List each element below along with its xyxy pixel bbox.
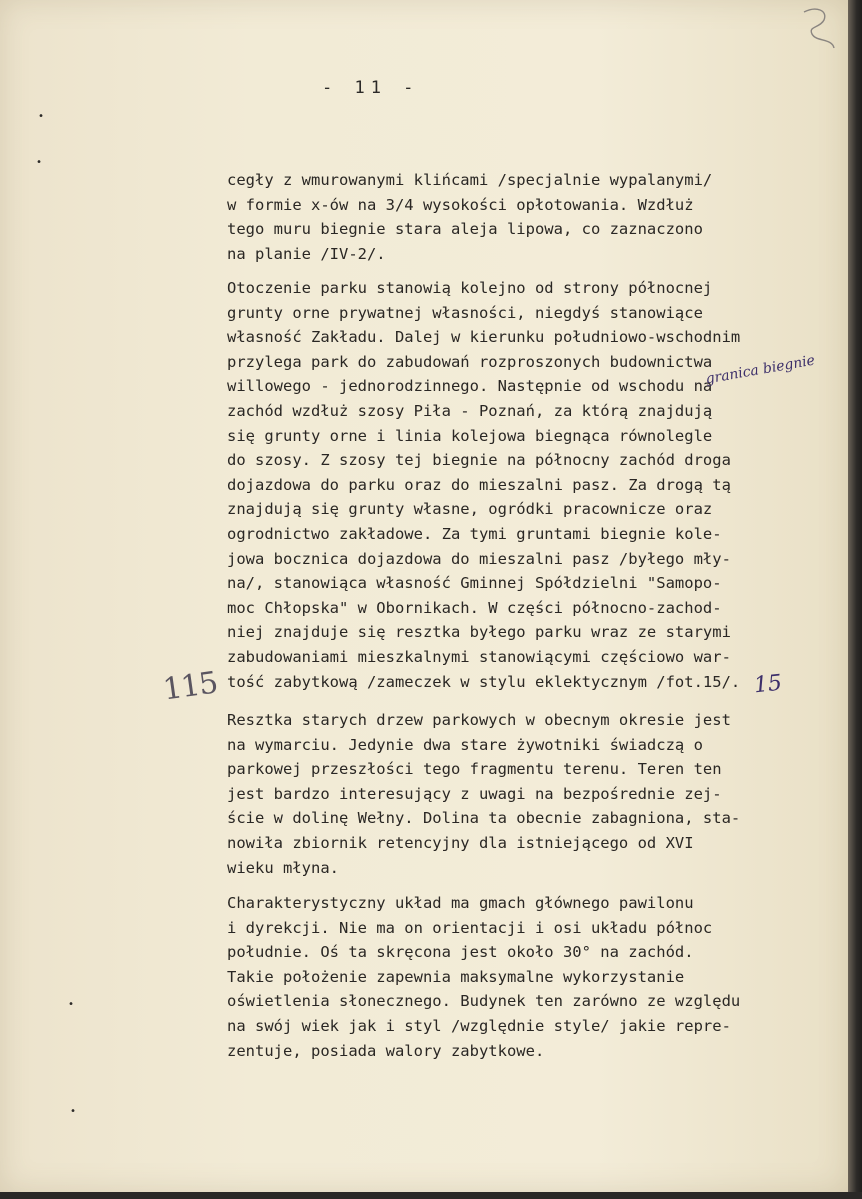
text-line: Otoczenie parku stanowią kolejno od strony północnej	[227, 279, 713, 297]
margin-tick-mark: •	[36, 157, 43, 168]
text-line: tego muru biegnie stara aleja lipowa, co zaznaczono	[227, 220, 703, 239]
text-line: jest bardzo interesujący z uwagi na bezpośrednie zej-	[227, 784, 722, 803]
text-line: nowiła zbiornik retencyjny dla istniejącego od XVI	[227, 833, 694, 852]
text-line: Resztka starych drzew parkowych w obecnym okresie jest	[227, 711, 731, 729]
text-line: się grunty orne i linia kolejowa biegnąca równolegle	[227, 426, 713, 445]
text-line: i dyrekcji. Nie ma on orientacji i osi układu północ	[227, 918, 713, 937]
text-line: własność Zakładu. Dalej w kierunku południowo-wschodnim	[227, 328, 741, 347]
handwritten-figure-number: 15	[752, 670, 784, 699]
text-line: moc Chłopska" w Obornikach. W części północno-zachod-	[227, 598, 722, 617]
handwritten-insert: granica biegnie	[704, 352, 817, 388]
margin-tick-mark: •	[68, 999, 75, 1010]
text-line: na wymarciu. Jedynie dwa stare żywotniki świadczą o	[227, 735, 703, 754]
text-line: zentuje, posiada walory zabytkowe.	[227, 1041, 545, 1060]
margin-tick-mark: •	[38, 111, 45, 122]
text-line: willowego - jednorodzinnego. Następnie od wschodu na	[227, 377, 713, 396]
text-line: niej znajduje się resztka byłego parku wraz ze starymi	[227, 623, 731, 642]
text-line: do szosy. Z szosy tej biegnie na północny zachód droga	[227, 451, 731, 470]
text-line: przylega park do zabudowań rozproszonych budownictwa	[227, 352, 713, 371]
text-line: Takie położenie zapewnia maksymalne wykorzystanie	[227, 967, 685, 986]
text-line: na swój wiek jak i styl /względnie style/ jakie repre-	[227, 1016, 731, 1035]
text-line: tość zabytkową /zameczek w stylu eklektycznym /fot.15/.	[227, 672, 741, 691]
corner-pencil-mark-icon	[798, 4, 842, 54]
text-line: parkowej przeszłości tego fragmentu terenu. Teren ten	[227, 760, 722, 779]
margin-handwritten-note: 115	[160, 665, 220, 708]
text-line: ogrodnictwo zakładowe. Za tymi gruntami biegnie kole-	[227, 524, 722, 543]
text-line: w formie x-ów na 3/4 wysokości opłotowania. Wzdłuż	[227, 195, 694, 214]
text-line: cegły z wmurowanymi klińcami /specjalnie wypalanymi/	[227, 171, 713, 189]
text-line: Charakterystyczny układ ma gmach głównego pawilonu	[227, 894, 694, 912]
text-line: dojazdowa do parku oraz do mieszalni pasz. Za drogą tą	[227, 475, 731, 494]
text-line: znajdują się grunty własne, ogródki pracownicze oraz	[227, 500, 713, 519]
page-number: - 11 -	[322, 78, 420, 98]
page-edge-shadow	[0, 1192, 862, 1199]
text-line: wieku młyna.	[227, 858, 339, 877]
text-line: południe. Oś ta skręcona jest około 30° na zachód.	[227, 943, 694, 962]
page-edge-shadow	[848, 0, 862, 1199]
text-line: na/, stanowiąca własność Gminnej Spółdzielni "Samopo-	[227, 574, 722, 593]
paragraph-1	[227, 168, 787, 266]
margin-tick-mark: •	[70, 1106, 77, 1117]
text-line: oświetlenia słonecznego. Budynek ten zarówno ze względu	[227, 992, 741, 1011]
paragraph-2	[227, 276, 787, 694]
text-line: jowa bocznica dojazdowa do mieszalni pasz /byłego mły-	[227, 549, 731, 568]
paragraph-4	[227, 891, 787, 1063]
text-line: zabudowaniami mieszkalnymi stanowiącymi częściowo war-	[227, 647, 731, 666]
text-line: ście w dolinę Wełny. Dolina ta obecnie zabagniona, sta-	[227, 809, 741, 828]
paragraph-3	[227, 708, 787, 880]
text-line: zachód wzdłuż szosy Piła - Poznań, za którą znajdują	[227, 401, 713, 420]
text-line: grunty orne prywatnej własności, niegdyś stanowiące	[227, 303, 703, 322]
text-line: na planie /IV-2/.	[227, 244, 386, 263]
